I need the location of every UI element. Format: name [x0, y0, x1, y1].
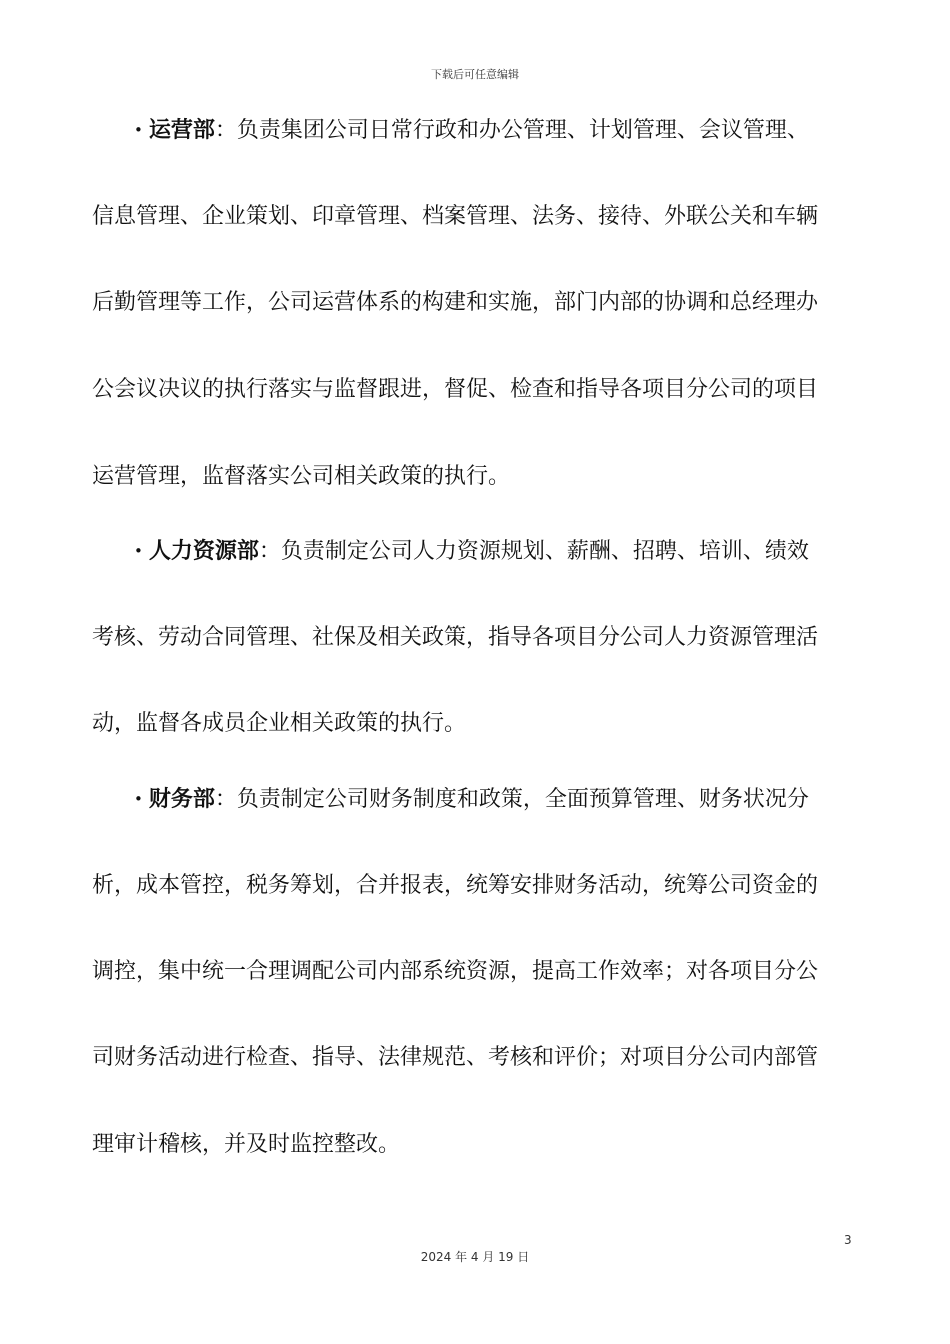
paragraph-line: 运营管理，监督落实公司相关政策的执行。: [92, 464, 511, 489]
section-finance-first-line: [134, 784, 862, 815]
bullet-icon: •: [134, 790, 143, 808]
paragraph-line: 析，成本管控，税务筹划，合并报表，统筹安排财务活动，统筹公司资金的: [92, 873, 819, 898]
footer-date: 2024 年 4 月 19 日: [420, 1250, 530, 1264]
paragraph-line: 理审计稽核，并及时监控整改。: [92, 1132, 401, 1157]
paragraph-line: 后勤管理等工作，公司运营体系的构建和实施，部门内部的协调和总经理办: [92, 290, 819, 315]
bullet-icon: •: [134, 542, 143, 560]
page-header: 下载后可任意编辑: [431, 68, 519, 81]
section-text: 负责集团公司日常行政和办公管理、计划管理、会议管理、: [236, 118, 809, 143]
section-colon: ：: [258, 539, 281, 564]
paragraph-line: 司财务活动进行检查、指导、法律规范、考核和评价；对项目分公司内部管: [92, 1045, 819, 1070]
bullet-icon: •: [134, 121, 143, 139]
section-colon: ：: [214, 118, 237, 143]
section-colon: ：: [214, 787, 237, 812]
paragraph-line: 信息管理、企业策划、印章管理、档案管理、法务、接待、外联公关和车辆: [92, 204, 819, 229]
section-term: 财务部: [148, 787, 215, 812]
paragraph-line: 公会议决议的执行落实与监督跟进，督促、检查和指导各项目分公司的项目: [92, 377, 819, 402]
section-operations-first-line: [134, 115, 862, 146]
section-text: 负责制定公司财务制度和政策，全面预算管理、财务状况分: [236, 787, 809, 812]
paragraph-line: 考核、劳动合同管理、社保及相关政策，指导各项目分公司人力资源管理活: [92, 625, 819, 650]
paragraph-line: 动，监督各成员企业相关政策的执行。: [92, 711, 467, 736]
section-hr-first-line: [134, 536, 862, 567]
paragraph-line: 调控，集中统一合理调配公司内部系统资源，提高工作效率；对各项目分公: [92, 959, 819, 984]
page-number: 3: [844, 1233, 852, 1247]
section-term: 运营部: [148, 118, 215, 143]
section-text: 负责制定公司人力资源规划、薪酬、招聘、培训、绩效: [280, 539, 809, 564]
section-term: 人力资源部: [148, 539, 259, 564]
